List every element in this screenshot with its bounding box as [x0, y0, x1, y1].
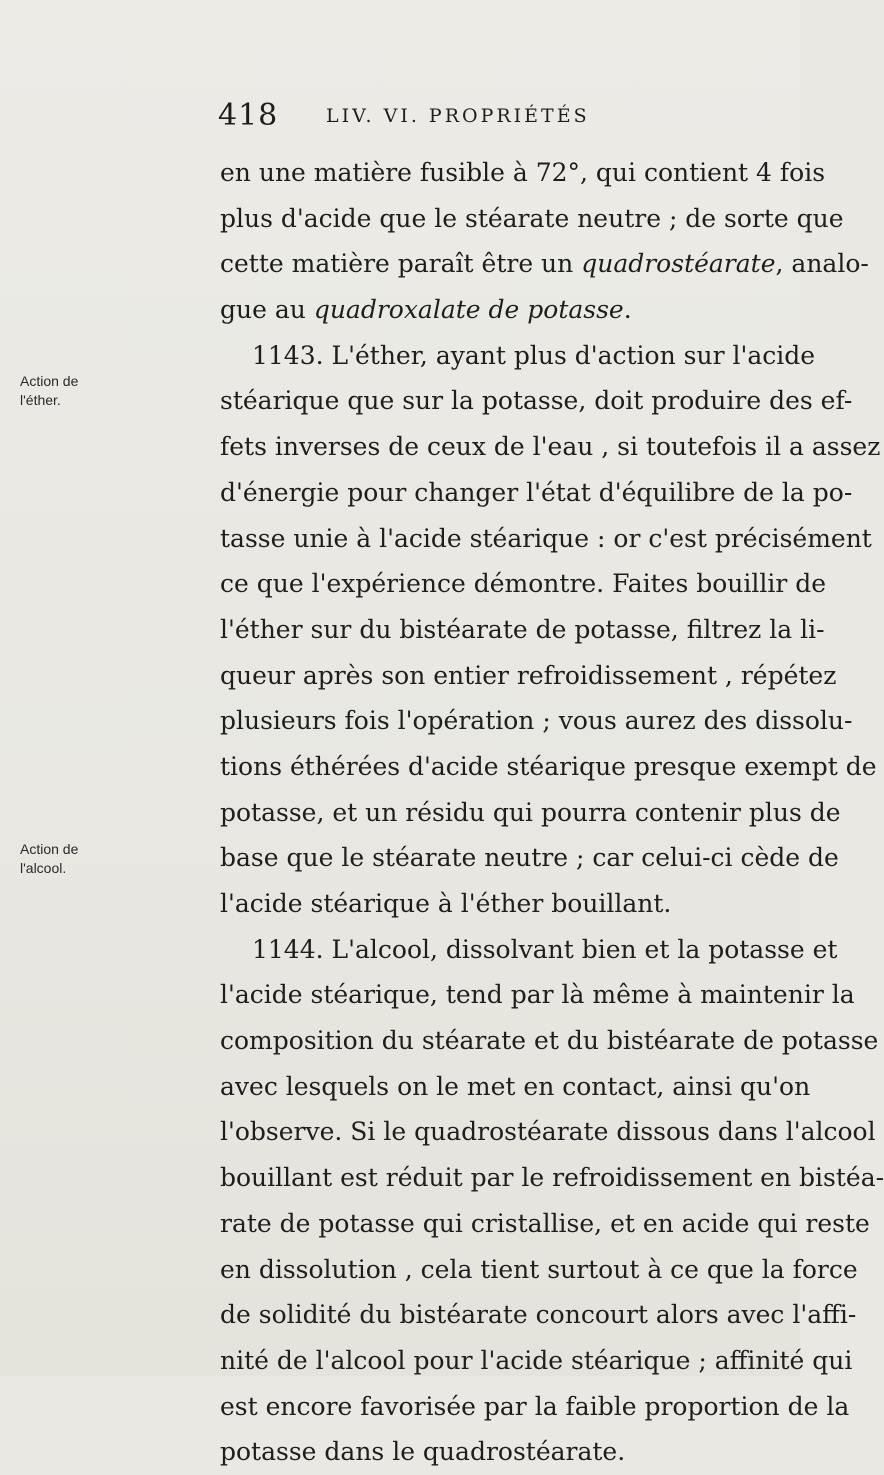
text-line: potasse dans le quadrostéarate.	[220, 1437, 626, 1467]
text-line: stéarique que sur la potasse, doit produire des ef-	[220, 386, 853, 416]
margin-note-ether	[20, 372, 180, 410]
text-line: plus d'acide que le stéarate neutre ; de sorte que	[220, 203, 844, 233]
text-line: ce que l'expérience démontre. Faites bouillir de	[220, 569, 827, 599]
italic-term: quadrostéarate	[581, 249, 776, 279]
running-head: LIV. VI. PROPRIÉTÉS	[326, 105, 590, 127]
margin-note-line: l'alcool.	[20, 860, 67, 876]
text-line: l'acide stéarique à l'éther bouillant.	[220, 889, 672, 918]
text-line: en une matière fusible à 72°, qui contient 4 fois	[220, 158, 826, 187]
text-line: tions éthérées d'acide stéarique presque exempt de	[220, 751, 877, 781]
text-line: l'acide stéarique, tend par là même à maintenir la	[220, 980, 855, 1010]
text-line: bouillant est réduit par le refroidissement en bistéa-	[220, 1163, 884, 1193]
text-line: plusieurs fois l'opération ; vous aurez des dissolu-	[220, 706, 853, 736]
margin-note-line: Action de	[20, 841, 79, 857]
paragraph-start-1143: 1143. L'éther, ayant plus d'action sur l'acide	[252, 340, 816, 370]
text-line: avec lesquels on le met en contact, ainsi qu'on	[220, 1071, 811, 1101]
text-line: fets inverses de ceux de l'eau , si toutefois il a assez	[220, 432, 881, 462]
text-line: cette matière paraît être un quadrostéarate, analo-	[220, 249, 869, 279]
text-line: rate de potasse qui cristallise, et en acide qui reste	[220, 1208, 870, 1238]
page-number: 418	[218, 98, 279, 133]
text-line: tasse unie à l'acide stéarique : or c'est précisément	[220, 523, 872, 553]
margin-note-line: Action de	[20, 373, 79, 389]
text-line: gue au quadroxalate de potasse.	[220, 295, 632, 325]
margin-note-alcool	[20, 840, 180, 878]
italic-term: quadroxalate de potasse	[313, 295, 624, 325]
text-line: queur après son entier refroidissement , répétez	[220, 660, 837, 690]
text-line: potasse, et un résidu qui pourra contenir plus de	[220, 797, 841, 827]
text-line: de solidité du bistéarate concourt alors avec l'affi-	[220, 1300, 857, 1330]
text-line: base que le stéarate neutre ; car celui-ci cède de	[220, 843, 839, 873]
text-line: l'observe. Si le quadrostéarate dissous dans l'alcool	[220, 1117, 876, 1147]
text-line: d'énergie pour changer l'état d'équilibre de la po-	[220, 477, 853, 507]
text-line: nité de l'alcool pour l'acide stéarique ; affinité qui	[220, 1345, 853, 1375]
margin-note-line: l'éther.	[20, 392, 61, 408]
body-text	[220, 150, 884, 1475]
text-line: en dissolution , cela tient surtout à ce que la force	[220, 1254, 858, 1284]
paragraph-start-1144: 1144. L'alcool, dissolvant bien et la potasse et	[252, 934, 838, 964]
text-line: l'éther sur du bistéarate de potasse, filtrez la li-	[220, 614, 825, 644]
page-header	[218, 95, 778, 137]
text-line: est encore favorisée par la faible proportion de la	[220, 1391, 850, 1421]
text-line: composition du stéarate et du bistéarate de potasse	[220, 1026, 879, 1056]
